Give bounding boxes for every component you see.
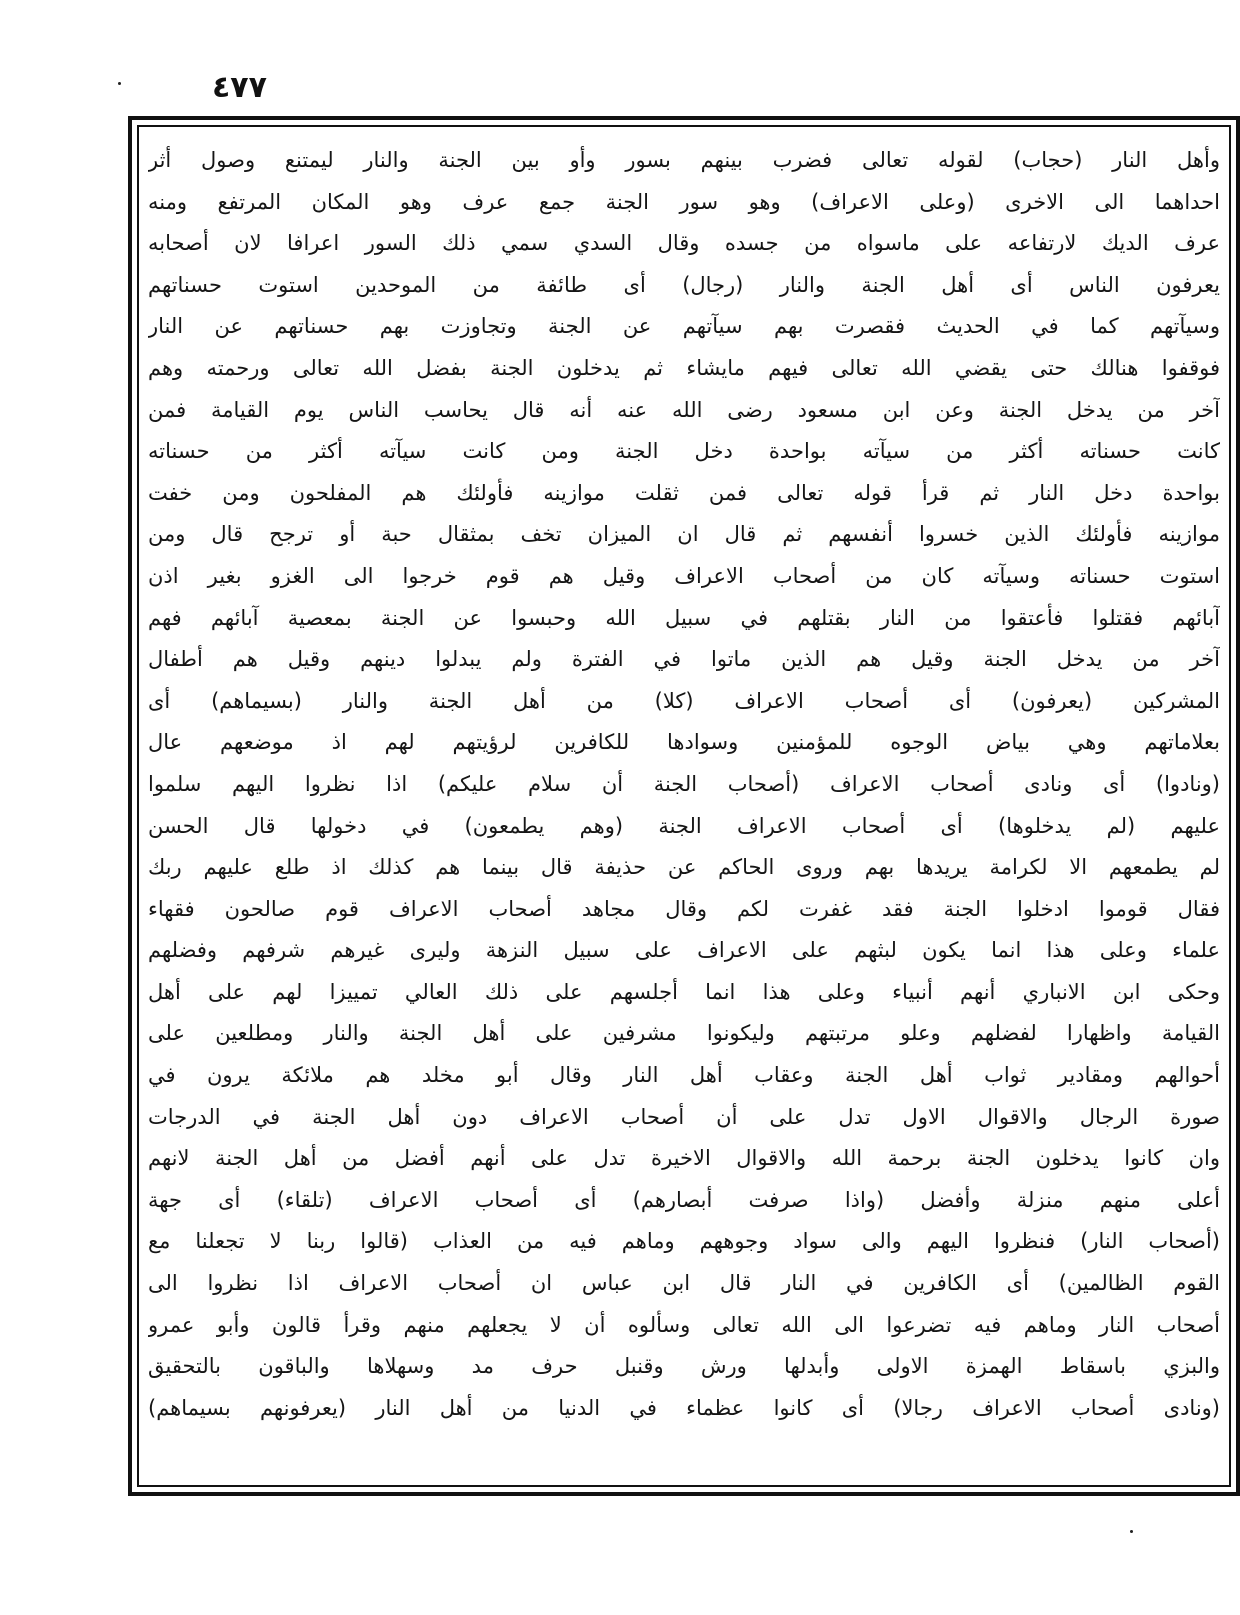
- text-line: صورة الرجال والاقوال الاول تدل على أن أصحاب الاعراف دون أهل الجنة في الدرجات: [148, 1104, 1220, 1129]
- text-line: وان كانوا يدخلون الجنة برحمة الله والاقوال الاخيرة تدل على أنهم أفضل من أهل الجنة لانهم: [148, 1146, 1220, 1171]
- text-line: فوقفوا هنالك حتى يقضي الله تعالى فيهم مايشاء ثم يدخلون الجنة بفضل الله تعالى ورحمته وهم: [148, 355, 1220, 380]
- text-line: (ونادوا) أى ونادى أصحاب الاعراف (أصحاب الجنة أن سلام عليكم) اذا نظروا اليهم سلموا: [148, 771, 1220, 796]
- text-line: (ونادى أصحاب الاعراف رجالا) أى كانوا عظماء في الدنيا من أهل النار (يعرفونهم بسيماهم): [148, 1395, 1220, 1420]
- text-line: فقال قوموا ادخلوا الجنة فقد غفرت لكم وقال مجاهد أصحاب الاعراف قوم صالحون فقهاء: [148, 896, 1220, 921]
- text-line: والبزي باسقاط الهمزة الاولى وأبدلها ورش وقنبل حرف مد وسهلاها والباقون بالتحقيق: [148, 1354, 1220, 1379]
- text-line: آخر من يدخل الجنة وقيل هم الذين ماتوا في الفترة ولم يبدلوا دينهم وقيل هم أطفال: [148, 647, 1220, 672]
- text-line: أحوالهم ومقادير ثواب أهل الجنة وعقاب أهل النار وقال أبو مخلد هم ملائكة يرون في: [148, 1063, 1220, 1088]
- text-line: آبائهم فقتلوا فأعتقوا من النار بقتلهم في سبيل الله وحبسوا عن الجنة بمعصية آبائهم فهم: [148, 605, 1220, 630]
- text-line: عرف الديك لارتفاعه على ماسواه من جسده وقال السدي سمي ذلك السور اعرافا لان أصحابه: [148, 231, 1220, 256]
- text-line: بعلاماتهم وهي بياض الوجوه للمؤمنين وسوادها للكافرين لرؤيتهم لهم اذ موضعهم عال: [148, 730, 1220, 755]
- text-line: كانت حسناته أكثر من سيآته بواحدة دخل الجنة ومن كانت سيآته أكثر من حسناته: [148, 439, 1220, 464]
- text-line: المشركين (يعرفون) أى أصحاب الاعراف (كلا) من أهل الجنة والنار (بسيماهم) أى: [148, 688, 1220, 713]
- text-line: (أصحاب النار) فنظروا اليهم والى سواد وجوههم وماهم فيه من العذاب (قالوا ربنا لا تجعلنا مع: [148, 1229, 1220, 1254]
- text-line: القيامة واظهارا لفضلهم وعلو مرتبتهم وليكونوا مشرفين على أهل الجنة والنار ومطلعين على: [148, 1021, 1220, 1046]
- text-line: لم يطمعهم الا لكرامة يريدها بهم وروى الحاكم عن حذيفة قال بينما هم كذلك اذ طلع عليهم ربك: [148, 855, 1220, 880]
- scan-speck: [1130, 1530, 1133, 1533]
- scan-speck: [118, 82, 121, 85]
- text-line: بواحدة دخل النار ثم قرأ قوله تعالى فمن ثقلت موازينه فأولئك هم المفلحون ومن خفت: [148, 480, 1220, 505]
- text-line: علماء وعلى هذا انما يكون لبثهم على الاعراف على سبيل النزهة وليرى غيرهم شرفهم وفضلهم: [148, 938, 1220, 963]
- page-number: ٤٧٧: [212, 70, 267, 105]
- text-line: استوت حسناته وسيآته كان من أصحاب الاعراف وقيل هم قوم خرجوا الى الغزو بغير اذن: [148, 563, 1220, 588]
- text-line: وأهل النار (حجاب) لقوله تعالى فضرب بينهم بسور وأو بين الجنة والنار ليمتنع وصول أثر: [148, 148, 1220, 172]
- text-line: وسيآتهم كما في الحديث فقصرت بهم سيآتهم عن الجنة وتجاوزت بهم حسناتهم عن النار: [148, 314, 1220, 339]
- text-line: احداهما الى الاخرى (وعلى الاعراف) وهو سور الجنة جمع عرف وهو المكان المرتفع ومنه: [148, 189, 1220, 214]
- text-line: يعرفون الناس أى أهل الجنة والنار (رجال) أى طائفة من الموحدين استوت حسناتهم: [148, 272, 1220, 297]
- text-line: موازينه فأولئك الذين خسروا أنفسهم ثم قال ان الميزان تخف بمثقال حبة أو ترجح قال ومن: [148, 522, 1220, 547]
- text-line: أصحاب النار وماهم فيه تضرعوا الى الله تعالى وسألوه أن لا يجعلهم منهم وقرأ قالون وأبو عمرو: [148, 1312, 1220, 1337]
- text-line: القوم الظالمين) أى الكافرين في النار قال ابن عباس ان أصحاب الاعراف اذا نظروا الى: [148, 1271, 1220, 1296]
- text-line: وحكى ابن الانباري أنهم أنبياء وعلى هذا انما أجلسهم على ذلك العالي تمييزا لهم على أهل: [148, 979, 1220, 1004]
- body-text: [148, 140, 1220, 1480]
- text-line: عليهم (لم يدخلوها) أى أصحاب الاعراف الجنة (وهم يطمعون) في دخولها قال الحسن: [148, 813, 1220, 838]
- text-line: آخر من يدخل الجنة وعن ابن مسعود رضى الله عنه أنه قال يحاسب الناس يوم القيامة فمن: [148, 397, 1220, 422]
- text-line: أعلى منهم منزلة وأفضل (واذا صرفت أبصارهم) أى أصحاب الاعراف (تلقاء) أى جهة: [148, 1187, 1220, 1212]
